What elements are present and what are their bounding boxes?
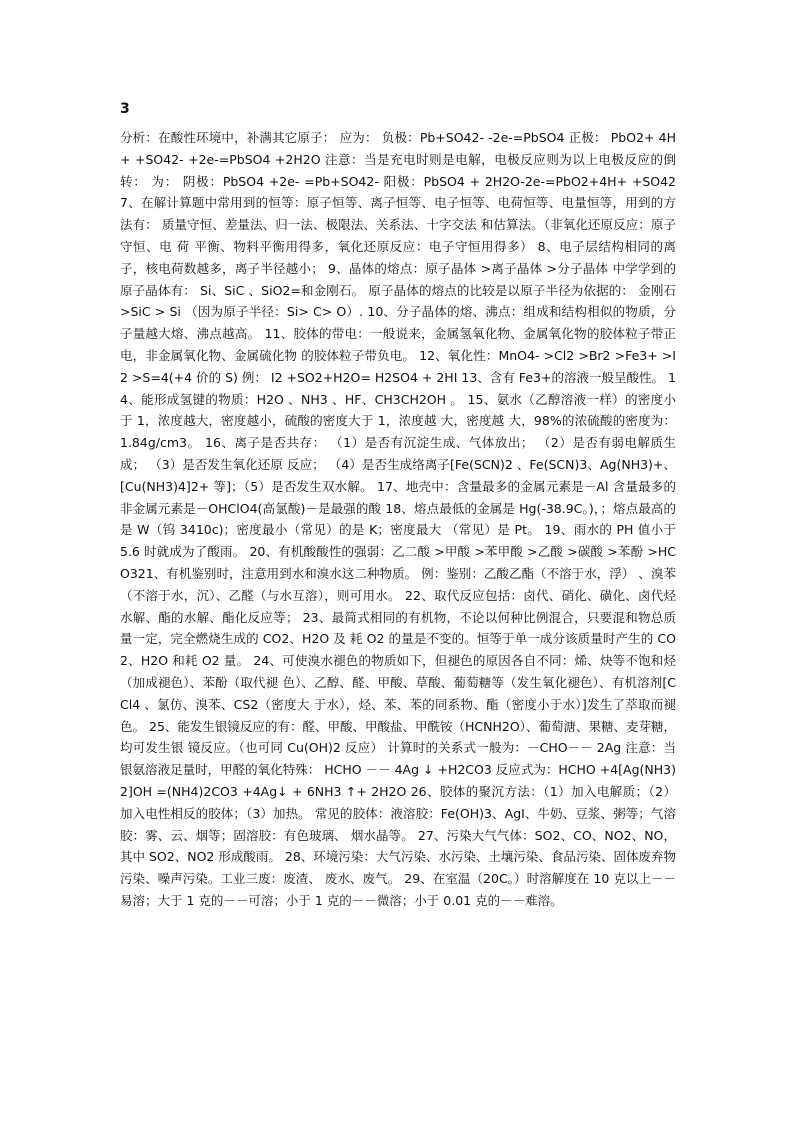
page-number: 3	[120, 101, 130, 117]
body-paragraph: 分析：在酸性环境中，补满其它原子： 应为： 负极：Pb+SO42- -2e-=PbSO4 正极： PbO2+ 4H+ +SO42- +2e-=PbSO4 +2H2O 注意：当是充电时则是电解，电极反应则为以上电极反应的倒转： 为： 阴极：PbSO4 +2e- =Pb+SO42- 阳极：PbSO4 + 2H2O-2e-=PbO2+4H+ +SO427、在解计算题中常用到的恒等：原子恒等、离子恒等、电子恒等、电荷恒等、电量恒等，用到的方法有： 质量守恒、差量法、归一法、极限法、关系法、十字交法 和估算法。（非氧化还原反应：原子守恒、电 荷 平衡、物料平衡用得多，氧化还原反应：电子守恒用得多） 8、电子层结构相同的离子，核电荷数越多，离子半径越小； 9、晶体的熔点：原子晶体 >离子晶体 >分子晶体 中学学到的原子晶体有： Si、SiC 、SiO2=和金刚石。 原子晶体的熔点的比较是以原子半径为依据的： 金刚石 >SiC > Si （因为原子半径：Si> C> O）. 10、分子晶体的熔、沸点：组成和结构相似的物质，分子量越大熔、沸点越高。 11、胶体的带电：一般说来，金属氢氧化物、金属氧化物的胶体粒子带正电，非金属氧化物、金属硫化物 的胶体粒子带负电。 12、氧化性：MnO4- >Cl2 >Br2 >Fe3+ >I2 >S=4(+4 价的 S) 例： I2 +SO2+H2O= H2SO4 + 2HI 13、含有 Fe3+的溶液一般呈酸性。 14、能形成氢键的物质：H2O 、NH3 、HF、CH3CH2OH 。 15、氨水（乙醇溶液一样）的密度小于 1，浓度越大，密度越小，硫酸的密度大于 1，浓度越 大，密度越 大，98%的浓硫酸的密度为：1.84g/cm3。 16、离子是否共存： （1）是否有沉淀生成、气体放出； （2）是否有弱电解质生成； （3）是否发生氧化还原 反应； （4）是否生成络离子[Fe(SCN)2 、Fe(SCN)3、Ag(NH3)+、[Cu(NH3)4]2+ 等]；（5）是否发生双水解。 17、地壳中：含量最多的金属元素是－Al 含量最多的非金属元素是－OHClO4(高氯酸)－是最强的酸 18、熔点最低的金属是 Hg(-38.9C。)，；熔点最高的是 W（钨 3410c)；密度最小（常见）的是 K；密度最大 （常见）是 Pt。 19、雨水的 PH 值小于 5.6 时就成为了酸雨。 20、有机酸酸性的强弱：乙二酸 >甲酸 >苯甲酸 >乙酸 >碳酸 >苯酚 >HCO321、有机鉴别时，注意用到水和溴水这二种物质。 例：鉴别：乙酸乙酯（不溶于水，浮） 、溴苯（不溶于水，沉）、乙醛（与水互溶），则可用水。 22、取代反应包括：卤代、硝化、磺化、卤代烃水解、酯的水解、酯化反应等； 23、最简式相同的有机物，不论以何种比例混合，只要混和物总质量一定，完全燃烧生成的 CO2、H2O 及 耗 O2 的量是不变的。恒等于单一成分该质量时产生的 CO2、H2O 和耗 O2 量。 24、可使溴水褪色的物质如下，但褪色的原因各自不同：烯、炔等不饱和烃（加成褪色）、苯酚（取代褪 色）、乙醇、醛、甲酸、草酸、葡萄糖等（发生氧化褪色）、有机溶剂[CCl4 、氯仿、溴苯、CS2（密度大 于水），烃、苯、苯的同系物、酯（密度小于水）]发生了萃取而褪色。 25、能发生银镜反应的有：醛、甲酸、甲酸盐、甲酰铵（HCNH2O）、葡萄溏、果糖、麦芽糖，均可发生银 镜反应。（也可同 Cu(OH)2 反应） 计算时的关系式一般为：－CHO－－ 2Ag 注意：当银氨溶液足量时，甲醛的氧化特殊： HCHO －－ 4Ag ↓ +H2CO3 反应式为：HCHO +4[Ag(NH3)2]OH =(NH4)2CO3 +4Ag↓ + 6NH3 ↑+ 2H2O 26、胶体的聚沉方法：（1）加入电解质；（2）加入电性相反的胶体；（3）加热。 常见的胶体：液溶胶：Fe(OH)3、AgI、牛奶、豆浆、粥等；气溶胶：雾、云、烟等；固溶胶：有色玻璃、 烟水晶等。 27、污染大气气体：SO2、CO、NO2、NO，其中 SO2、NO2 形成酸雨。 28、环境污染：大气污染、水污染、土壤污染、食品污染、固体废弃物污染、噪声污染。工业三废：废渣、 废水、废气。 29、在室温（20C。）时溶解度在 10 克以上－－易溶；大于 1 克的－－可溶；小于 1 克的－－微溶；小于 0.01 克的－－难溶。	[120, 130, 676, 908]
